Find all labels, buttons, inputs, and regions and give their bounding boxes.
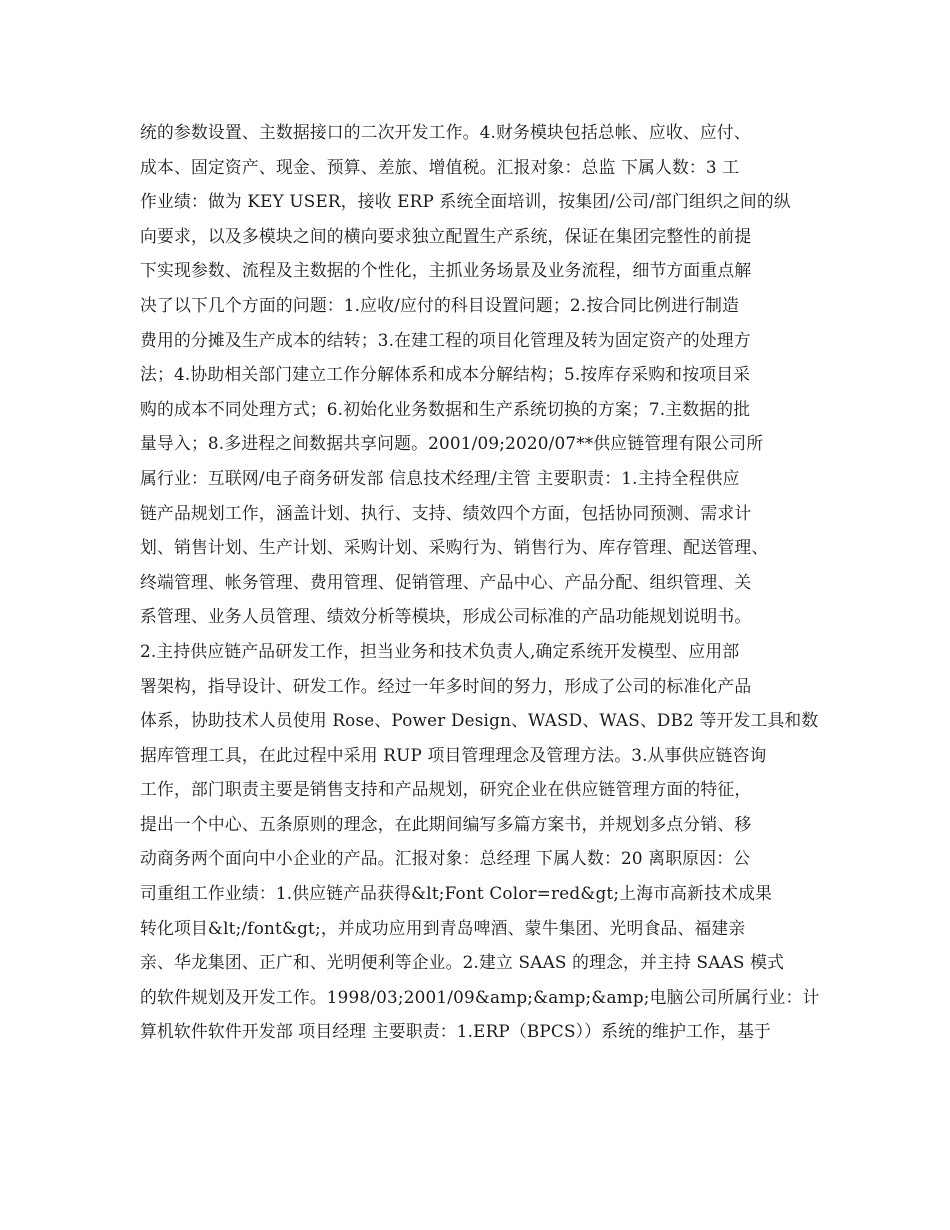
text-line: 属行业：互联网/电子商务研发部 信息技术经理/主管 主要职责：1.主持全程供应 (140, 467, 740, 488)
text-line: 向要求，以及多模块之间的横向要求独立配置生产系统，保证在集团完整性的前提 (140, 225, 752, 246)
text-line: 下实现参数、流程及主数据的个性化，主抓业务场景及业务流程，细节方面重点解 (140, 260, 752, 281)
text-line: 动商务两个面向中小企业的产品。汇报对象：总经理 下属人数：20 离职原因：公 (140, 848, 751, 869)
text-line: 费用的分摊及生产成本的结转；3.在建工程的项目化管理及转为固定资产的处理方 (140, 329, 751, 350)
text-line: 署架构，指导设计、研发工作。经过一年多时间的努力，形成了公司的标准化产品 (140, 675, 752, 696)
body-text (140, 115, 820, 1049)
text-line: 终端管理、帐务管理、费用管理、促销管理、产品中心、产品分配、组织管理、关 (140, 571, 752, 592)
text-line: 决了以下几个方面的问题：1.应收/应付的科目设置问题；2.按合同比例进行制造 (140, 294, 740, 315)
text-line: 统的参数设置、主数据接口的二次开发工作。4.财务模块包括总帐、应收、应付、 (140, 122, 751, 142)
text-line: 体系，协助技术人员使用 Rose、Power Design、WASD、WAS、DB2 等开发工具和数 (140, 710, 819, 731)
text-line: 算机软件软件开发部 项目经理 主要职责：1.ERP（BPCS））系统的维护工作，基于 (140, 1021, 772, 1042)
text-line: 量导入；8.多进程之间数据共享问题。2001/09;2020/07**供应链管理有限公司所 (140, 433, 764, 454)
text-line: 链产品规划工作，涵盖计划、执行、支持、绩效四个方面，包括协同预测、需求计 (140, 502, 752, 523)
text-line: 转化项目&lt;/font&gt;，并成功应用到青岛啤酒、蒙牛集团、光明食品、福建亲 (140, 917, 746, 938)
text-line: 提出一个中心、五条原则的理念，在此期间编写多篇方案书，并规划多点分销、移 (140, 813, 752, 834)
text-line: 司重组工作业绩：1.供应链产品获得&lt;Font Color=red&gt;上海市高新技术成果 (140, 883, 773, 904)
text-line: 的软件规划及开发工作。1998/03;2001/09&amp;&amp;&amp;电脑公司所属行业：计 (140, 986, 820, 1007)
text-line: 工作，部门职责主要是销售支持和产品规划，研究企业在供应链管理方面的特征， (140, 779, 752, 800)
text-line: 2.主持供应链产品研发工作，担当业务和技术负责人,确定系统开发模型、应用部 (140, 640, 740, 661)
text-line: 作业绩：做为 KEY USER，接收 ERP 系统全面培训，按集团/公司/部门组织之间的纵 (140, 191, 791, 212)
text-line: 成本、固定资产、现金、预算、差旅、增值税。汇报对象：总监 下属人数：3 工 (140, 156, 740, 177)
text-line: 法；4.协助相关部门建立工作分解体系和成本分解结构；5.按库存采购和按项目采 (140, 364, 751, 385)
text-line: 划、销售计划、生产计划、采购计划、采购行为、销售行为、库存管理、配送管理、 (140, 537, 769, 558)
text-line: 亲、华龙集团、正广和、光明便利等企业。2.建立 SAAS 的理念，并主持 SAAS 模式 (140, 952, 785, 973)
text-line: 系管理、业务人员管理、绩效分析等模块，形成公司标准的产品功能规划说明书。 (140, 606, 752, 627)
text-line: 购的成本不同处理方式；6.初始化业务数据和生产系统切换的方案；7.主数据的批 (140, 398, 751, 419)
text-line: 据库管理工具，在此过程中采用 RUP 项目管理理念及管理方法。3.从事供应链咨询 (140, 744, 767, 765)
